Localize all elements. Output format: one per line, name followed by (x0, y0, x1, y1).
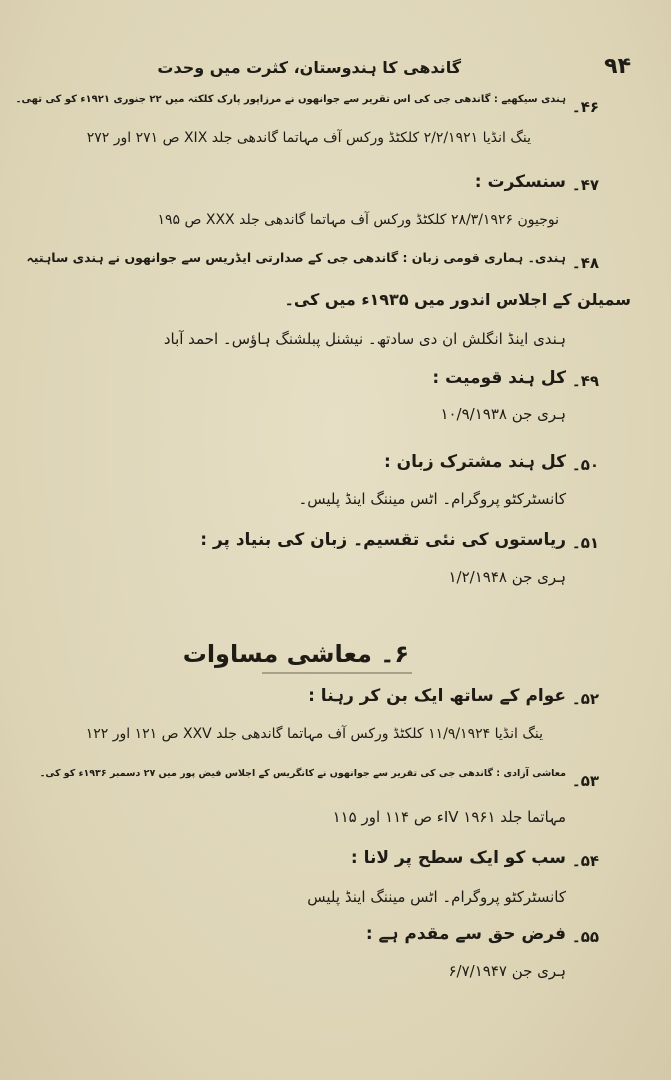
entry-title: معاشی آزادی : گاندھی جی کی تقریر سے جوانھوں نے کانگریس کے اجلاس فیض پور میں ۲۷ دسمبر ۱۹۳۶ء کو کی۔ (39, 768, 566, 779)
entry-title: ہندی۔ ہماری قومی زبان : گاندھی جی کے صدارتی ایڈریس سے جوانھوں نے ہندی ساہتیہ (26, 250, 566, 265)
entry-title: فرض حق سے مقدم ہے : (365, 924, 566, 944)
entry-number: ۵۲۔ (571, 690, 599, 708)
entry-reference: ہری جن ۶/۷/۱۹۴۷ (448, 962, 566, 980)
section-heading: ۶۔ معاشی مساوات (182, 640, 409, 668)
running-title: گاندھی کا ہندوستان، کثرت میں وحدت (157, 58, 461, 77)
entry-title: کل ہند مشترک زبان : (383, 452, 566, 472)
entry-reference: ینگ انڈیا ۲/۲/۱۹۲۱ کلکٹڈ ورکس آف مہاتما گاندھی جلد XIX ص ۲۷۱ اور ۲۷۲ (86, 130, 531, 146)
entry-reference: نوجیون ۲۸/۳/۱۹۲۶ کلکٹڈ ورکس آف مہاتما گاندھی جلد XXX ص ۱۹۵ (157, 212, 559, 228)
entry-reference: مہاتما جلد IV ۱۹۶۱ء ص ۱۱۴ اور ۱۱۵ (332, 808, 566, 826)
entry-number: ۵۳۔ (571, 772, 599, 790)
entry-reference: کانسٹرکٹو پروگرام۔ اٹس میننگ اینڈ پلیس۔ (298, 490, 566, 508)
entry-reference: کانسٹرکٹو پروگرام۔ اٹس میننگ اینڈ پلیس (307, 888, 566, 906)
entry-title: ہندی سیکھیے : گاندھی جی کی اس تقریر سے جوانھوں نے مرزاپور پارک کلکتہ میں ۲۲ جنوری ۱۹۲۱ء کو کی تھی۔ (15, 94, 566, 105)
entry-reference: ہری جن ۱/۲/۱۹۴۸ (448, 568, 566, 586)
entry-title: سنسکرت : (474, 172, 566, 192)
entry-reference: ینگ انڈیا ۱۱/۹/۱۹۲۴ کلکٹڈ ورکس آف مہاتما گاندھی جلد XXV ص ۱۲۱ اور ۱۲۲ (85, 726, 543, 742)
entry-number: ۵۰۔ (571, 456, 599, 474)
entry-number: ۴۶۔ (571, 98, 599, 116)
entry-number: ۵۵۔ (571, 928, 599, 946)
entry-number: ۴۸۔ (571, 254, 599, 272)
entry-title: کل ہند قومیت : (432, 368, 566, 388)
entry-reference: ہندی اینڈ انگلش ان دی سادتھ۔ نیشنل پبلشنگ ہاؤس۔ احمد آباد (163, 330, 566, 348)
entry-title-continued: سمیلن کے اجلاس اندور میں ۱۹۳۵ء میں کی۔ (284, 290, 631, 309)
entry-title: ریاستوں کی نئی تقسیم۔ زبان کی بنیاد پر : (200, 530, 566, 550)
entry-number: ۵۱۔ (571, 534, 599, 552)
page-number: ۹۴ (604, 54, 631, 79)
entry-reference: ہری جن ۱۰/۹/۱۹۳۸ (440, 405, 566, 423)
entry-number: ۴۷۔ (571, 176, 599, 194)
entry-title: سب کو ایک سطح پر لانا : (350, 848, 566, 868)
entry-number: ۴۹۔ (571, 372, 599, 390)
entry-number: ۵۴۔ (571, 852, 599, 870)
entry-title: عوام کے ساتھ ایک بن کر رہنا : (308, 686, 566, 706)
heading-underline (262, 672, 412, 674)
